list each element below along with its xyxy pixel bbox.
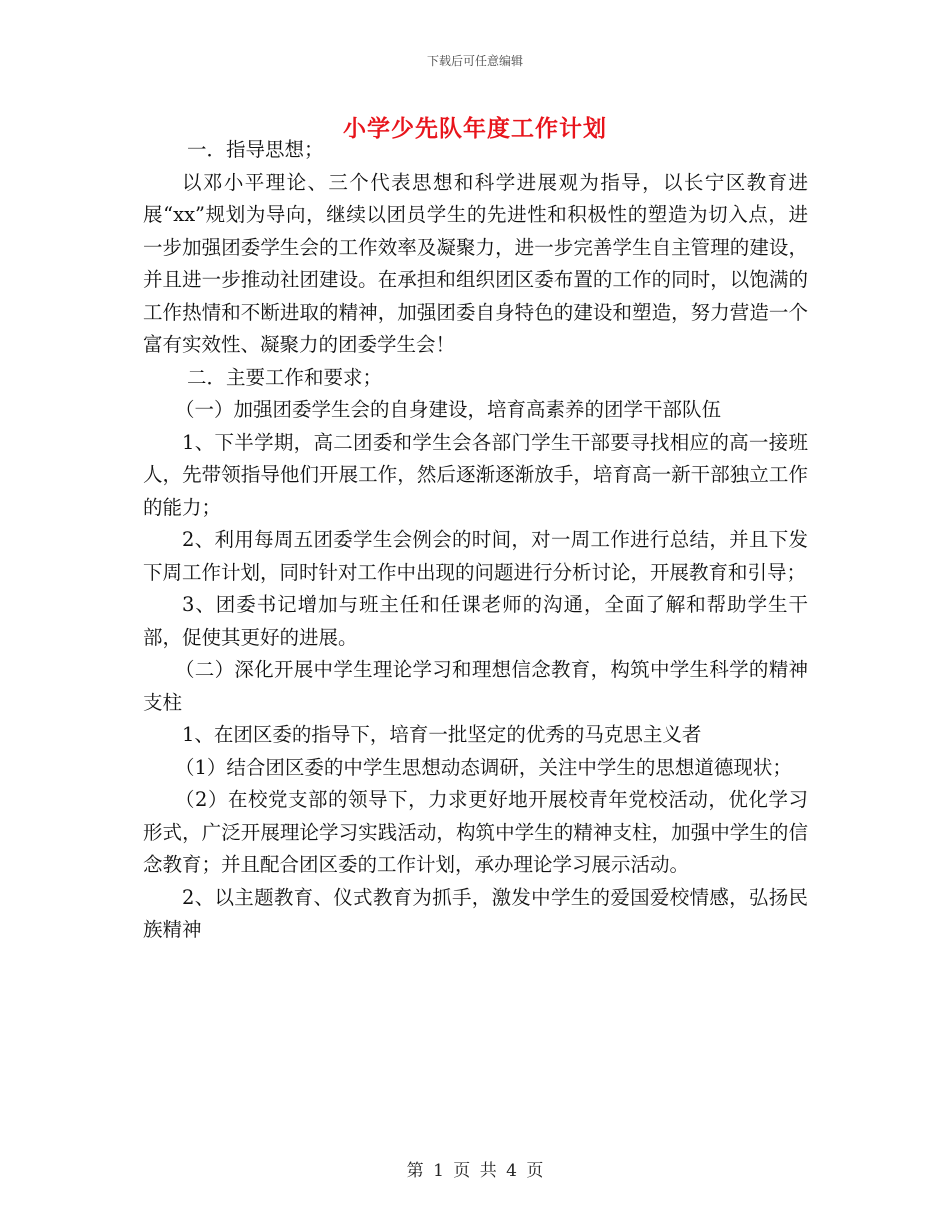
body-paragraph: （1）结合团区委的中学生思想动态调研，关注中学生的思想道德现状； bbox=[175, 755, 792, 779]
page-footer: 第 1 页 共 4 页 bbox=[406, 1161, 544, 1181]
body-paragraph: 以邓小平理论、三个代表思想和科学进展观为指导，以长宁区教育进展“xx”规划为导向，继续以团员学生的先进性和积极性的塑造为切入点，进一步加强团委学生会的工作效率及凝聚力，进一步完善学生自主管理的建设，并且进一步推动社团建设。在承担和组织团区委布置的工作的同时，以饱满的工作热情和不断进取的精神，加强团委自身特色的建设和塑造，努力营造一个富有实效性、凝聚力的团委学生会！ bbox=[143, 170, 808, 356]
subsection-heading: （一）加强团委学生会的自身建设，培育高素养的团学干部队伍 bbox=[175, 398, 722, 421]
section-heading: 一．指导思想； bbox=[187, 138, 324, 161]
body-paragraph: 2、以主题教育、仪式教育为抓手，激发中学生的爱国爱校情感，弘扬民族精神 bbox=[143, 885, 808, 941]
section-heading: 二．主要工作和要求； bbox=[187, 365, 383, 389]
header-note: 下载后可任意编辑 bbox=[426, 54, 523, 68]
document-title: 小学少先队年度工作计划 bbox=[343, 115, 607, 142]
document-body bbox=[143, 134, 808, 947]
body-paragraph: 3、团委书记增加与班主任和任课老师的沟通，全面了解和帮助学生干部，促使其更好的进展。 bbox=[143, 593, 808, 649]
body-paragraph: （2）在校党支部的领导下，力求更好地开展校青年党校活动，优化学习形式，广泛开展理论学习实践活动，构筑中学生的精神支柱，加强中学生的信念教育；并且配合团区委的工作计划，承办理论学习展示活动。 bbox=[143, 788, 808, 876]
body-paragraph: 1、在团区委的指导下，培育一批坚定的优秀的马克思主义者 bbox=[182, 723, 702, 746]
body-paragraph: 1、下半学期，高二团委和学生会各部门学生干部要寻找相应的高一接班人，先带领指导他们开展工作，然后逐渐逐渐放手，培育高一新干部独立工作的能力； bbox=[143, 430, 808, 519]
subsection-heading: （二）深化开展中学生理论学习和理想信念教育，构筑中学生科学的精神支柱 bbox=[143, 658, 808, 714]
body-paragraph: 2、利用每周五团委学生会例会的时间，对一周工作进行总结，并且下发下周工作计划，同时针对工作中出现的问题进行分析讨论，开展教育和引导； bbox=[143, 528, 808, 584]
